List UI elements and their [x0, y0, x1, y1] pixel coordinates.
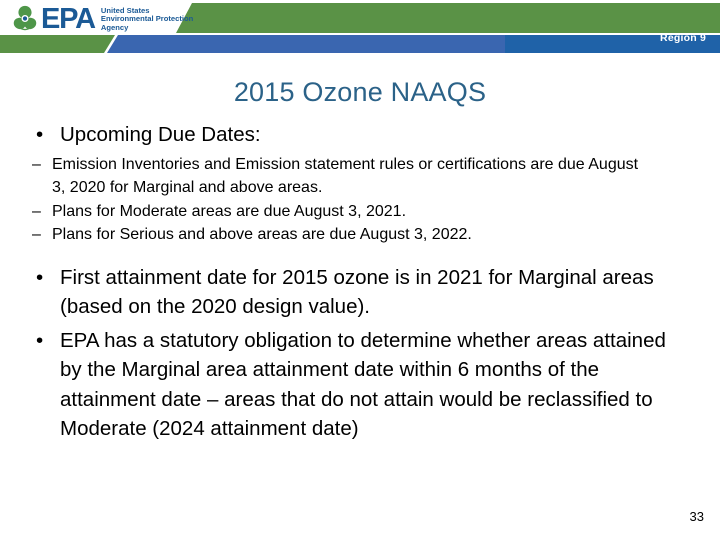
- region-label: Region 9: [660, 32, 706, 44]
- sub-bullet-text: Plans for Moderate areas are due August 3, 2021.: [52, 202, 407, 220]
- bullet-text: Upcoming Due Dates:: [60, 123, 261, 146]
- epa-tagline-line-3: Agency: [100, 22, 129, 32]
- slide-header: [0, 0, 720, 57]
- epa-logo: [10, 3, 215, 35]
- sub-bullet-list: [26, 153, 676, 247]
- sub-bullet-text: Plans for Serious and above areas are due August 3, 2022.: [52, 226, 472, 243]
- page-title: 2015 Ozone NAAQS: [233, 77, 487, 107]
- epa-seal-icon: [10, 4, 40, 34]
- sub-bullet-marker: –: [32, 202, 41, 220]
- spacer: [26, 250, 676, 263]
- header-green-stub: [0, 35, 115, 53]
- bullet-marker: •: [36, 328, 44, 352]
- page-number: 33: [689, 509, 704, 524]
- sub-bullet-marker: –: [32, 226, 41, 243]
- sub-bullet-item: [26, 200, 676, 224]
- bullet-text: First attainment date for 2015 ozone is in 2021 for Marginal areas (based on the 2020 design value).: [60, 265, 654, 318]
- epa-tagline-line-2: Environmental Protection: [100, 14, 194, 24]
- bullet-item: [26, 263, 676, 322]
- bullet-item: [26, 120, 676, 150]
- epa-tagline-line-1: United States: [100, 5, 150, 15]
- epa-tagline: [101, 6, 193, 33]
- bullet-marker: •: [36, 123, 44, 146]
- sub-bullet-marker: –: [32, 155, 41, 173]
- bullet-text: EPA has a statutory obligation to determine whether areas attained by the Marginal area attainment date within 6 months of the attainment date – areas that do not attain would be reclassified to Moderate (2024 attainment date): [60, 328, 666, 440]
- slide-body: [26, 120, 676, 446]
- epa-wordmark: EPA: [41, 3, 95, 35]
- bullet-item: [26, 326, 676, 444]
- sub-bullet-text: Emission Inventories and Emission statement rules or certifications are due August 3, 2020 for Marginal and above areas.: [52, 155, 639, 196]
- bullet-marker: •: [36, 265, 44, 289]
- sub-bullet-item: [26, 223, 676, 247]
- header-green-band: [176, 3, 720, 33]
- sub-bullet-item: [26, 153, 676, 200]
